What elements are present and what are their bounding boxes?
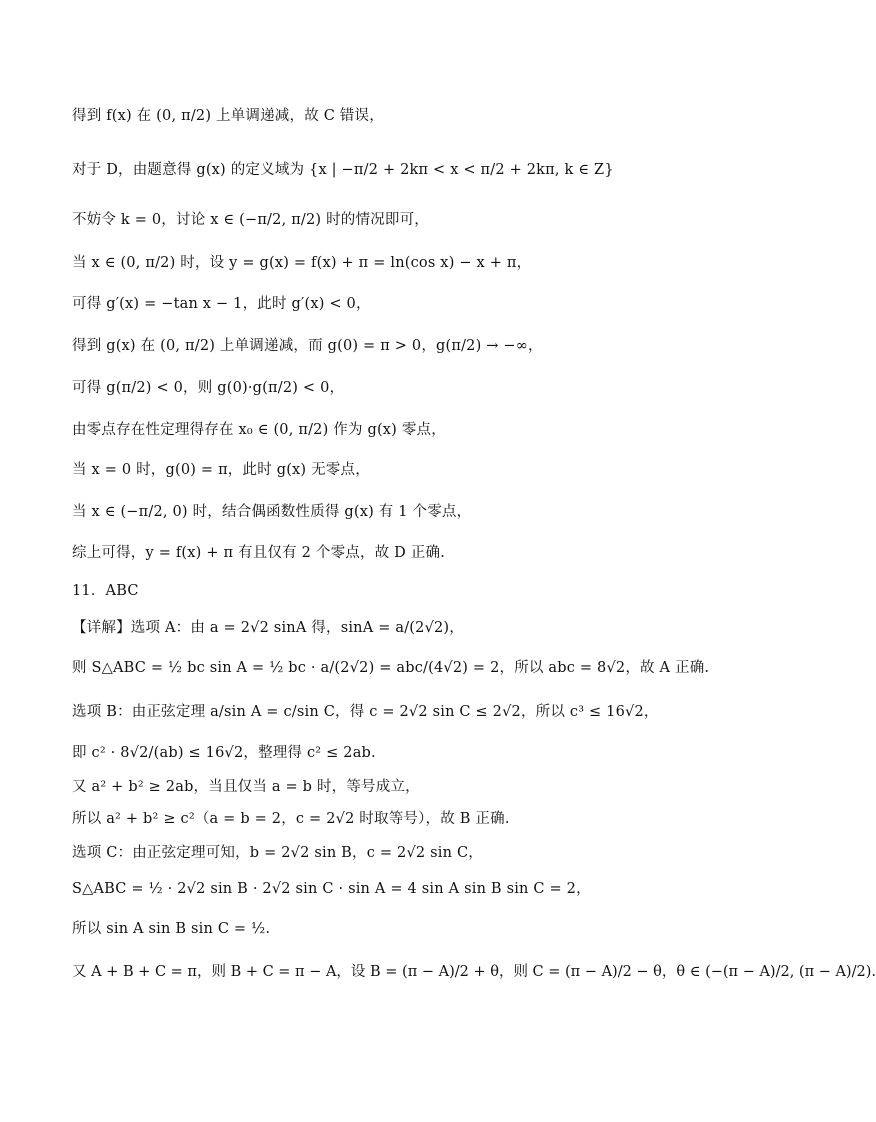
text-line: 选项 C：由正弦定理可知，b = 2√2 sin B，c = 2√2 sin C，	[72, 845, 483, 861]
text-line: 由零点存在性定理得存在 x₀ ∈ (0, π/2) 作为 g(x) 零点，	[72, 422, 446, 438]
text-line: 又 A + B + C = π，则 B + C = π − A，设 B = (π − A)/2 + θ，则 C = (π − A)/2 − θ，θ ∈ (−(π − A)/2, (π − A)/2).	[72, 964, 876, 980]
text-line: 可得 g(π/2) < 0，则 g(0)·g(π/2) < 0，	[72, 380, 345, 396]
question-number: 11．ABC	[72, 583, 139, 599]
text-line: 得到 g(x) 在 (0, π/2) 上单调递减，而 g(0) = π > 0，g(π/2) → −∞，	[72, 338, 543, 354]
text-line: 即 c² · 8√2/(ab) ≤ 16√2，整理得 c² ≤ 2ab.	[72, 745, 376, 761]
text-line: 当 x = 0 时，g(0) = π，此时 g(x) 无零点，	[72, 462, 370, 478]
text-line: S△ABC = ½ · 2√2 sin B · 2√2 sin C · sin A = 4 sin A sin B sin C = 2，	[72, 881, 591, 897]
text-line: 对于 D，由题意得 g(x) 的定义域为 {x | −π/2 + 2kπ < x < π/2 + 2kπ, k ∈ Z}	[72, 162, 614, 178]
text-line: 当 x ∈ (0, π/2) 时，设 y = g(x) = f(x) + π = ln(cos x) − x + π，	[72, 255, 532, 271]
text-line: 则 S△ABC = ½ bc sin A = ½ bc · a/(2√2) = abc/(4√2) = 2，所以 abc = 8√2，故 A 正确.	[72, 660, 710, 676]
text-line: 选项 B：由正弦定理 a/sin A = c/sin C，得 c = 2√2 sin C ≤ 2√2，所以 c³ ≤ 16√2，	[72, 704, 659, 720]
text-line: 【详解】选项 A：由 a = 2√2 sinA 得，sinA = a/(2√2)，	[72, 620, 464, 636]
text-line: 当 x ∈ (−π/2, 0) 时，结合偶函数性质得 g(x) 有 1 个零点，	[72, 504, 472, 520]
text-line: 不妨令 k = 0，讨论 x ∈ (−π/2, π/2) 时的情况即可，	[72, 212, 429, 228]
text-line: 综上可得，y = f(x) + π 有且仅有 2 个零点，故 D 正确.	[72, 545, 446, 561]
text-line: 所以 sin A sin B sin C = ½.	[72, 921, 271, 937]
text-line: 又 a² + b² ≥ 2ab，当且仅当 a = b 时，等号成立，	[72, 779, 420, 795]
text-line: 得到 f(x) 在 (0, π/2) 上单调递减，故 C 错误，	[72, 108, 384, 124]
text-line: 可得 g′(x) = −tan x − 1，此时 g′(x) < 0，	[72, 296, 371, 312]
text-line: 所以 a² + b² ≥ c²（a = b = 2，c = 2√2 时取等号），故 B 正确.	[72, 811, 510, 827]
